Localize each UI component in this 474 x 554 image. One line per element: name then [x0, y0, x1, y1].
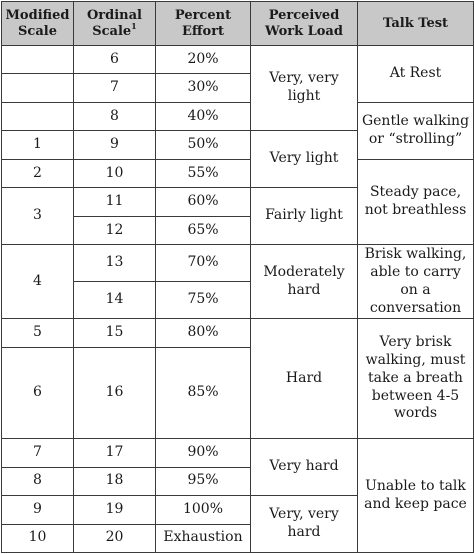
talk-test-cell: Brisk walking, able to carry on a conversation [358, 245, 474, 319]
percent-effort-cell: 90% [156, 439, 251, 467]
rpe-table [1, 1, 474, 553]
ordinal-scale-cell: 19 [74, 496, 156, 524]
percent-effort-cell: 80% [156, 319, 251, 347]
table-row [2, 159, 474, 187]
workload-cell: Very, very hard [251, 496, 358, 553]
ordinal-scale-cell: 18 [74, 467, 156, 495]
modified-scale-cell: 6 [2, 347, 74, 439]
ordinal-scale-cell: 12 [74, 216, 156, 244]
workload-cell: Hard [251, 319, 358, 439]
header-talk-test: Talk Test [358, 2, 474, 46]
modified-scale-cell: 5 [2, 319, 74, 347]
percent-effort-cell: 100% [156, 496, 251, 524]
percent-effort-cell: 40% [156, 102, 251, 130]
header-modified-scale: Modified Scale [2, 2, 74, 46]
ordinal-scale-cell: 16 [74, 347, 156, 439]
workload-cell: Very hard [251, 439, 358, 496]
modified-scale-cell: 9 [2, 496, 74, 524]
percent-effort-cell: 65% [156, 216, 251, 244]
footnote-marker: 1 [131, 20, 137, 31]
table-row [2, 245, 474, 282]
modified-scale-cell: 1 [2, 131, 74, 159]
talk-test-cell: Gentle walking or “strolling” [358, 102, 474, 159]
modified-scale-cell: 3 [2, 188, 74, 245]
ordinal-scale-cell: 20 [74, 524, 156, 553]
table-row [2, 319, 474, 347]
table-row [2, 102, 474, 130]
percent-effort-cell: 55% [156, 159, 251, 187]
percent-effort-cell: 50% [156, 131, 251, 159]
percent-effort-cell: 85% [156, 347, 251, 439]
percent-effort-cell: 20% [156, 46, 251, 74]
workload-cell: Very, very light [251, 46, 358, 131]
ordinal-scale-cell: 15 [74, 319, 156, 347]
percent-effort-cell: 60% [156, 188, 251, 216]
percent-effort-cell: 95% [156, 467, 251, 495]
header-ordinal-scale: Ordinal Scale$^1$ [74, 2, 156, 46]
ordinal-scale-cell: 8 [74, 102, 156, 130]
ordinal-scale-cell: 11 [74, 188, 156, 216]
modified-scale-cell: 4 [2, 245, 74, 319]
ordinal-scale-cell: 14 [74, 282, 156, 319]
modified-scale-cell: 7 [2, 439, 74, 467]
talk-test-cell: Very brisk walking, must take a breath between 4-5 words [358, 319, 474, 439]
percent-effort-cell: Exhaustion [156, 524, 251, 553]
workload-cell: Fairly light [251, 188, 358, 245]
ordinal-scale-cell: 9 [74, 131, 156, 159]
modified-scale-cell [2, 102, 74, 130]
talk-test-cell: At Rest [358, 46, 474, 103]
modified-scale-cell: 8 [2, 467, 74, 495]
modified-scale-cell [2, 74, 74, 102]
header-perceived-work-load: Perceived Work Load [251, 2, 358, 46]
percent-effort-cell: 30% [156, 74, 251, 102]
table-row [2, 439, 474, 467]
talk-test-cell: Steady pace, not breathless [358, 159, 474, 244]
modified-scale-cell: 10 [2, 524, 74, 553]
percent-effort-cell: 75% [156, 282, 251, 319]
percent-effort-cell: 70% [156, 245, 251, 282]
ordinal-scale-cell: 6 [74, 46, 156, 74]
workload-cell: Very light [251, 131, 358, 188]
header-row [2, 2, 474, 46]
table-row [2, 46, 474, 74]
modified-scale-cell [2, 46, 74, 74]
ordinal-scale-cell: 17 [74, 439, 156, 467]
ordinal-scale-cell: 7 [74, 74, 156, 102]
modified-scale-cell: 2 [2, 159, 74, 187]
talk-test-cell: Unable to talk and keep pace [358, 439, 474, 553]
header-percent-effort: Percent Effort [156, 2, 251, 46]
ordinal-scale-cell: 10 [74, 159, 156, 187]
workload-cell: Moderately hard [251, 245, 358, 319]
ordinal-scale-cell: 13 [74, 245, 156, 282]
